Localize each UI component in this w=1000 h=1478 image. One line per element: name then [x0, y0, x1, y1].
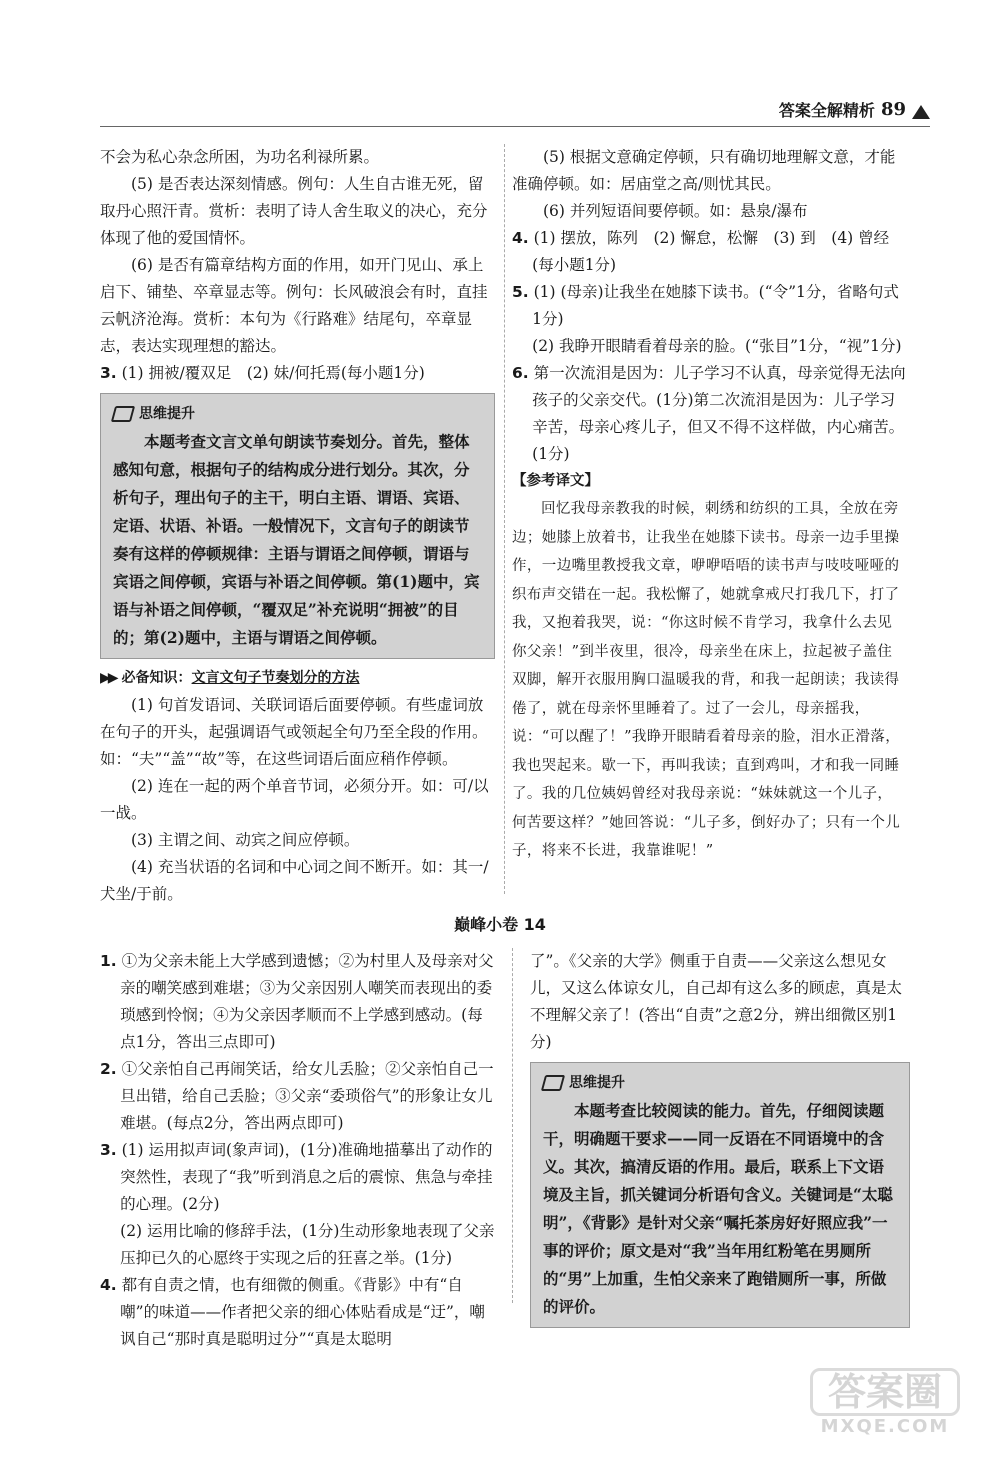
- quiz-answer-3-part-1: (1) 运用拟声词(象声词)，(1分)准确地描摹出了动作的突然性，表现了“我”听到消息之后的震惊、焦急与牵挂的心理。(2分): [120, 1141, 493, 1213]
- header-rule: [100, 126, 930, 127]
- quiz-answer-2-text: ①父亲怕自己再闹笑话，给女儿丢脸；②父亲怕自己一旦出错，给自己丢脸；③父亲“委琐俗气”的形象让女儿难堪。(每点2分，答出两点即可): [120, 1060, 494, 1132]
- quiz-answer-4: [100, 1272, 495, 1353]
- quiz-answer-4-text: 都有自责之情，也有细微的侧重。《背影》中有“自嘲”的味道——作者把父亲的细心体贴看成是“迂”，嘲讽自己“那时真是聪明过分”“真是太聪明: [120, 1276, 485, 1348]
- answer-5-number: 5.: [512, 283, 529, 301]
- rule-6: (6) 并列短语间要停顿。如：悬泉/瀑布: [543, 202, 808, 220]
- carry-over-line: 不会为私心杂念所困，为功名利禄所累。: [100, 148, 380, 166]
- must-know-title: 文言文句子节奏划分的方法: [191, 670, 360, 686]
- watermark-logo: [810, 1368, 960, 1438]
- answer-4: [512, 225, 907, 279]
- answer-5-part-2: (2) 我睁开眼睛看着母亲的脸。(“张目”1分，“视”1分): [532, 337, 902, 355]
- thinking-box-text: 本题考查文言文单句朗读节奏划分。首先，整体感知句意，根据句子的结构成分进行划分。其次，分析句子，理出句子的主干，明白主语、谓语、宾语、定语、状语、补语。一般情况下，文言句子的朗读节奏有这样的停顿规律：主语与谓语之间停顿，谓语与宾语之间停顿，宾语与补语之间停顿。第(1)题中，宾语与补语之间停顿，“覆双足”补充说明“拥被”的目的；第(2)题中，主语与谓语之间停顿。: [113, 432, 480, 647]
- triangle-icon: [912, 105, 930, 119]
- left-column-top: [100, 144, 495, 908]
- must-know-label: 必备知识：: [121, 670, 192, 686]
- quiz-answer-1-number: 1.: [100, 952, 117, 970]
- quiz-answer-3-part-2: (2) 运用比喻的修辞手法，(1分)生动形象地表现了父亲压抑已久的心愿终于实现之后的狂喜之举。(1分): [120, 1222, 495, 1267]
- must-know-heading: [100, 665, 495, 692]
- quiz-answer-3: [100, 1137, 495, 1218]
- left-column-bottom: [100, 948, 495, 1353]
- quiz-answer-2: [100, 1056, 495, 1137]
- quiz-answer-3-number: 3.: [100, 1141, 117, 1159]
- point-5: (5) 是否表达深刻情感。例句：人生自古谁无死，留取丹心照汗青。赏析：表明了诗人舍生取义的决心，充分体现了他的爱国情怀。: [100, 175, 488, 247]
- answer-4-text: (1) 摆放，陈列 (2) 懈怠，松懈 (3) 到 (4) 曾经(每小题1分): [532, 229, 890, 274]
- answer-6: [512, 360, 907, 468]
- answer-3-text: (1) 拥被/覆双足 (2) 妹/何托焉(每小题1分): [121, 364, 425, 382]
- right-column-top: [512, 144, 907, 866]
- knowledge-3: (3) 主谓之间、动宾之间应停顿。: [131, 831, 360, 849]
- thinking-box: [100, 393, 495, 659]
- page-number: 89: [880, 99, 906, 120]
- answer-5-part-1: (1) (母亲)让我坐在她膝下读书。(“令”1分，省略句式1分): [532, 283, 899, 328]
- watermark-url: MXQE.COM: [820, 1416, 950, 1437]
- thinking-box-title: 思维提升: [139, 406, 195, 422]
- pencil-icon: [111, 406, 135, 422]
- quiz-answer-4-continued: 了”。《父亲的大学》侧重于自责——父亲这么想见女儿，又这么体谅女儿，自己却有这么多的顾虑，真是太不理解父亲了！(答出“自责”之意2分，辨出细微区别1分): [530, 952, 903, 1051]
- right-column-bottom: [530, 948, 910, 1334]
- quiz-answer-4-number: 4.: [100, 1276, 117, 1294]
- column-divider: [504, 144, 505, 894]
- quiz-answer-2-number: 2.: [100, 1060, 117, 1078]
- watermark-title: 答案圈: [810, 1368, 960, 1416]
- column-divider-bottom: [512, 948, 513, 1303]
- quiz-answer-1-text: ①为父亲未能上大学感到遗憾；②为村里人及母亲对父亲的嘲笑感到难堪；③为父亲因别人嘲笑而表现出的委琐感到怜悯；④为父亲因孝顺而不上学感到感动。(每点1分，答出三点即可): [120, 952, 494, 1051]
- thinking-box-2-text: 本题考查比较阅读的能力。首先，仔细阅读题干，明确题干要求——同一反语在不同语境中的含义。其次，搞清反语的作用。最后，联系上下文语境及主旨，抓关键词分析语句含义。关键词是“太聪明”，《背影》是针对父亲“嘱托茶房好好照应我”一事的评价；原文是对“我”当年用红粉笔在男厕所的“男”上加重，生怕父亲来了跑错厕所一事，所做的评价。: [543, 1101, 893, 1316]
- answer-5: [512, 279, 907, 333]
- rule-5: (5) 根据文意确定停顿，只有确切地理解文意，才能准确停顿。如：居庙堂之高/则忧其民。: [512, 148, 896, 193]
- thinking-box-2-title: 思维提升: [569, 1075, 625, 1091]
- knowledge-2: (2) 连在一起的两个单音节词，必须分开。如：可/以一战。: [100, 777, 489, 822]
- quiz-answer-1: [100, 948, 495, 1056]
- section-title: 巅峰小卷 14: [454, 915, 546, 934]
- answer-4-number: 4.: [512, 229, 529, 247]
- point-6: (6) 是否有篇章结构方面的作用，如开门见山、承上启下、铺垫、卒章显志等。例句：长风破浪会有时，直挂云帆济沧海。赏析：本句为《行路难》结尾句，卒章显志，表达实现理想的豁达。: [100, 256, 488, 355]
- knowledge-4: (4) 充当状语的名词和中心词之间不断开。如：其一/犬坐/于前。: [100, 858, 489, 903]
- answer-6-text: 第一次流泪是因为：儿子学习不认真，母亲觉得无法向孩子的父亲交代。(1分)第二次流泪是因为：儿子学习辛苦，母亲心疼儿子，但又不得不这样做，内心痛苦。(1分): [532, 364, 906, 463]
- answer-6-number: 6.: [512, 364, 529, 382]
- knowledge-1: (1) 句首发语词、关联词语后面要停顿。有些虚词放在句子的开头，起强调语气或领起全句乃至全段的作用。如：“夫”“盖”“故”等，在这些词语后面应稍作停顿。: [100, 696, 488, 768]
- pencil-icon: [541, 1075, 565, 1091]
- answer-3-number: 3.: [100, 364, 117, 382]
- reference-translation: 回忆我母亲教我的时候，刺绣和纺织的工具，全放在旁边；她膝上放着书，让我坐在她膝下读书。母亲一边手里操作，一边嘴里教授我文章，咿咿唔唔的读书声与吱吱哑哑的织布声交错在一起。我松懈了，她就拿戒尺打我几下，打了我，又抱着我哭，说：“你这时候不肯学习，我拿什么去见你父亲！”到半夜里，很冷，母亲坐在床上，拉起被子盖住双脚，解开衣服用胸口温暖我的背，和我一起朗读；我读得倦了，就在母亲怀里睡着了。过了一会儿，母亲摇我，说：“可以醒了！”我睁开眼睛看着母亲的脸，泪水正滑落，我也哭起来。歇一下，再叫我读；直到鸡叫，才和我一同睡了。我的几位姨妈曾经对我母亲说：“妹妹就这一个儿子，何苦要这样？”她回答说：“儿子多，倒好办了；只有一个儿子，将来不长进，我靠谁呢！”: [512, 501, 901, 859]
- reference-translation-title: 【参考译文】: [512, 473, 599, 489]
- thinking-box-2: [530, 1062, 910, 1328]
- answer-3: [100, 360, 495, 387]
- double-arrow-icon: ▶▶: [100, 670, 116, 686]
- header-title: 答案全解精析: [778, 101, 875, 120]
- page-header: [779, 98, 930, 121]
